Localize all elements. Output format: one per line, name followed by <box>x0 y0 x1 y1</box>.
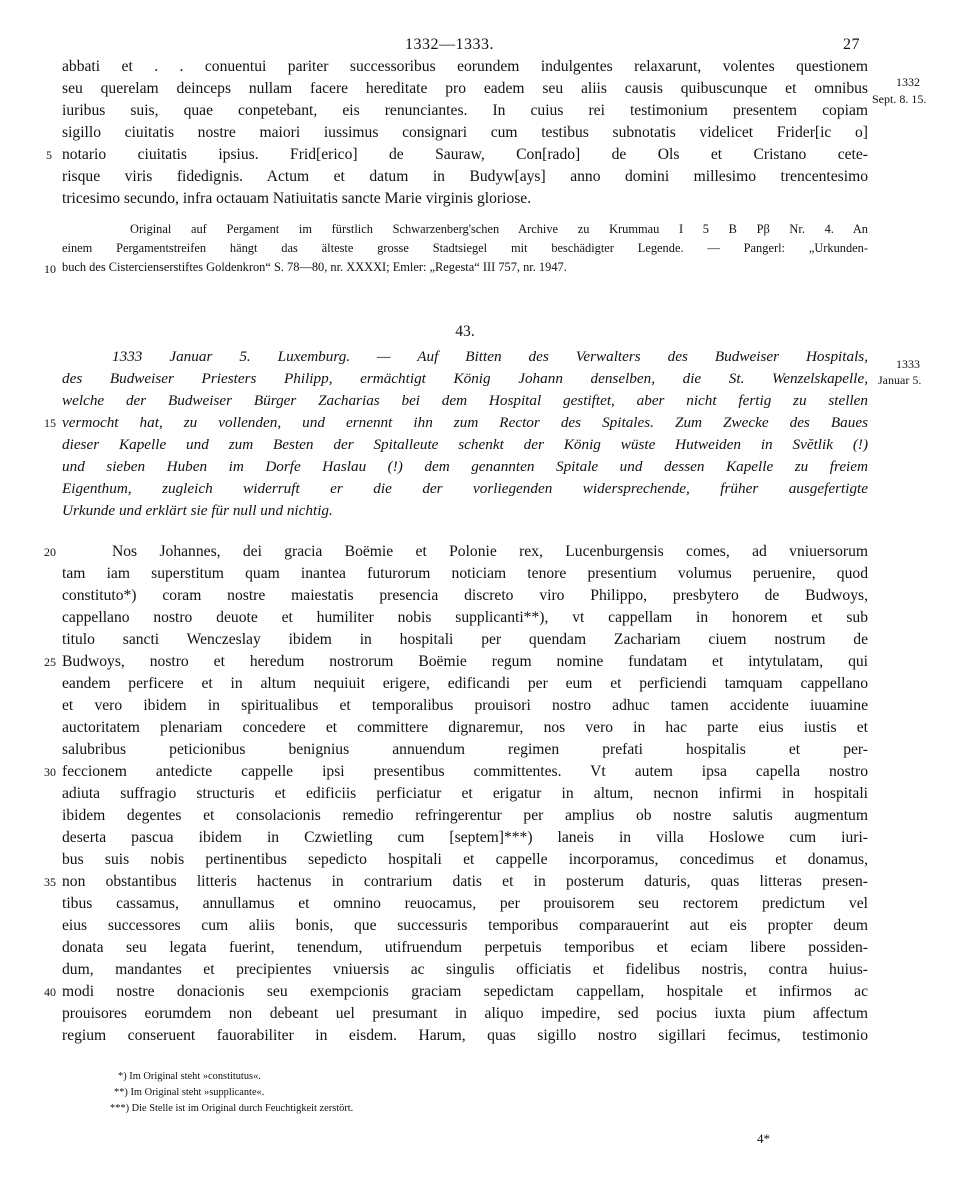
margin-date-year-1332: 1332 <box>896 75 920 89</box>
body-line: feccionem antedicte cappelle ipsi presentibus committentes. Vt autem ipsa capella nostro <box>62 763 868 780</box>
prev-doc-line: sigillo ciuitatis nostre maiori iussimus consignari cum testibus subnotatis videlicet Frider[ic o] <box>62 124 868 141</box>
body-line: titulo sancti Wenczeslay ibidem in hospitali per quendam Zachariam ciuem nostrum de <box>62 631 868 648</box>
archival-note-line: buch des Cistercienserstiftes Goldenkron“ S. 78—80, nr. XXXXI; Emler: „Regesta“ III 757, nr. 1947. <box>62 260 567 274</box>
line-number: 35 <box>44 875 56 889</box>
body-line: et vero ibidem in spiritualibus et temporalibus prouisori nostro adhuc tamen accidente iuuamine <box>62 697 868 714</box>
body-line: ibidem degentes et consolacionis remedio refringerentur per amplius ob nostre salutis augmentum <box>62 807 868 824</box>
prev-doc-line: notario ciuitatis ipsius. Frid[erico] de Sauraw, Con[rado] de Ols et Cristano cete- <box>62 146 868 163</box>
regest-line: vermocht hat, zu vollenden, und ernennt ihn zum Rector des Spitales. Zum Zwecke des Baues <box>62 414 868 431</box>
line-number: 5 <box>46 148 52 162</box>
footnote: **) Im Original steht »supplicante«. <box>114 1087 265 1098</box>
document-number: 43. <box>455 323 475 340</box>
line-number: 25 <box>44 655 56 669</box>
body-line: eandem perficere et in altum nequiuit erigere, edificandi per eum et perficiendi tamquam cappellano <box>62 675 868 692</box>
page-number: 27 <box>843 36 860 53</box>
body-line: tibus cassamus, annullamus et omnino reuocamus, per prouisorem seu rectorem predictum vel <box>62 895 868 912</box>
body-line: modi nostre donacionis seu exempcionis graciam sepedictam cappellam, hospitale et infirmos ac <box>62 983 868 1000</box>
line-number: 30 <box>44 765 56 779</box>
body-line: auctoritatem plenariam concedere et committere dignaremur, nos vero in hac parte eius iustis et <box>62 719 868 736</box>
regest-line: dieser Kapelle und zum Besten der Spitalleute schenkt der König wüste Hutweiden in Svĕtlik (!) <box>62 436 868 453</box>
margin-date-day-1332: Sept. 8. 15. <box>872 92 927 106</box>
body-line: regium conseruent fauorabiliter in eisdem. Harum, quas sigillo nostro sigillari fecimus, testimonio <box>62 1027 868 1044</box>
body-line: dum, mandantes et precipientes vniuersis ac singulis officiatis et fidelibus nostris, contra huius- <box>62 961 868 978</box>
body-line: Nos Johannes, dei gracia Boëmie et Polonie rex, Lucenburgensis comes, ad vniuersorum <box>112 543 868 560</box>
regest-line: des Budweiser Priesters Philipp, ermächtigt König Johann denselben, die St. Wenzelskapelle, <box>62 370 868 387</box>
body-line: donata seu legata fuerint, tenendum, utifruendum perpetuis temporibus et eciam libere possiden- <box>62 939 868 956</box>
body-line: salubribus peticionibus benignius annuendum regimen prefati hospitalis et per- <box>62 741 868 758</box>
body-line: cappellano nostro deuote et humiliter nobis supplicanti**), vt cappellam in honorem et sub <box>62 609 868 626</box>
prev-doc-line: abbati et . . conuentui pariter successoribus eorundem indulgentes relaxarunt, volentes questionem <box>62 58 868 75</box>
prev-doc-line: risque viris fidedignis. Actum et datum in Budyw[ays] anno domini millesimo trencentesimo <box>62 168 868 185</box>
line-number: 15 <box>44 416 56 430</box>
body-line: Budwoys, nostro et heredum nostrorum Boëmie regum nomine fundatam et intytulatam, qui <box>62 653 868 670</box>
prev-doc-line: iuribus suis, quae conpetebant, eis renunciantes. In cuius rei testimonium presentem copiam <box>62 102 868 119</box>
signature-mark: 4* <box>757 1131 770 1146</box>
body-line: prouisores eorumdem non debeant uel presumant in aliquo impedire, sed pocius iuxta pium affectum <box>62 1005 868 1022</box>
footnote: *) Im Original steht »constitutus«. <box>118 1071 261 1082</box>
body-line: eius successores cum aliis bonis, que successuris temporibus comparauerint aut eis propter deum <box>62 917 868 934</box>
regest-line: Eigenthum, zugleich widerruft er die der vorliegenden widersprechende, früher ausgefertigte <box>62 480 868 497</box>
regest-line: und sieben Huben im Dorfe Haslau (!) dem genannten Spitale und dessen Kapelle zu freiem <box>62 458 868 475</box>
regest-line: 1333 Januar 5. Luxemburg. — Auf Bitten des Verwalters des Budweiser Hospitals, <box>112 348 868 365</box>
margin-date-year-1333: 1333 <box>896 357 920 371</box>
footnote: ***) Die Stelle ist im Original durch Feuchtigkeit zerstört. <box>110 1103 354 1114</box>
line-number: 20 <box>44 545 56 559</box>
line-number: 10 <box>44 262 56 276</box>
body-line: constituto*) coram nostre maiestatis presencia discreto viro Philippo, presbytero de Budwoys, <box>62 587 868 604</box>
body-line: adiuta suffragio structuris et edificiis perficiatur et erigatur in altum, necnon infirmi in hospitali <box>62 785 868 802</box>
prev-doc-line: seu querelam deinceps nullam facere hereditate pro eadem seu aliis causis quibuscunque et omnibus <box>62 80 868 97</box>
regest-line: Urkunde und erklärt sie für null und nichtig. <box>62 502 333 519</box>
body-line: non obstantibus litteris hactenus in contrarium datis et in posterum daturis, quas litteras presen- <box>62 873 868 890</box>
body-line: tam iam superstitum quam inantea futurorum noticiam tenore presentium volumus peruenire, quod <box>62 565 868 582</box>
regest-line: welche der Budweiser Bürger Zacharias bei dem Hospital gestiftet, aber nicht fertig zu stellen <box>62 392 868 409</box>
archival-note-line: einem Pergamentstreifen hängt das älteste grosse Stadtsiegel mit beschädigter Legende. — Pangerl: „Urkunden- <box>62 241 868 255</box>
line-number: 40 <box>44 985 56 999</box>
margin-date-day-1333: Januar 5. <box>878 373 922 387</box>
body-line: bus suis nobis pertinentibus sepedicto hospitali et cappelle incorporamus, concedimus et donamus, <box>62 851 868 868</box>
archival-note-line: Original auf Pergament im fürstlich Schwarzenberg'schen Archive zu Krummau I 5 B Pβ Nr. 4. An <box>130 222 868 236</box>
prev-doc-line: tricesimo secundo, infra octauam Natiuitatis sancte Marie virginis gloriose. <box>62 190 532 207</box>
body-line: deserta pascua ibidem in Czwietling cum [septem]***) laneis in villa Hoslowe cum iuri- <box>62 829 868 846</box>
running-header-years: 1332—1333. <box>405 36 494 53</box>
